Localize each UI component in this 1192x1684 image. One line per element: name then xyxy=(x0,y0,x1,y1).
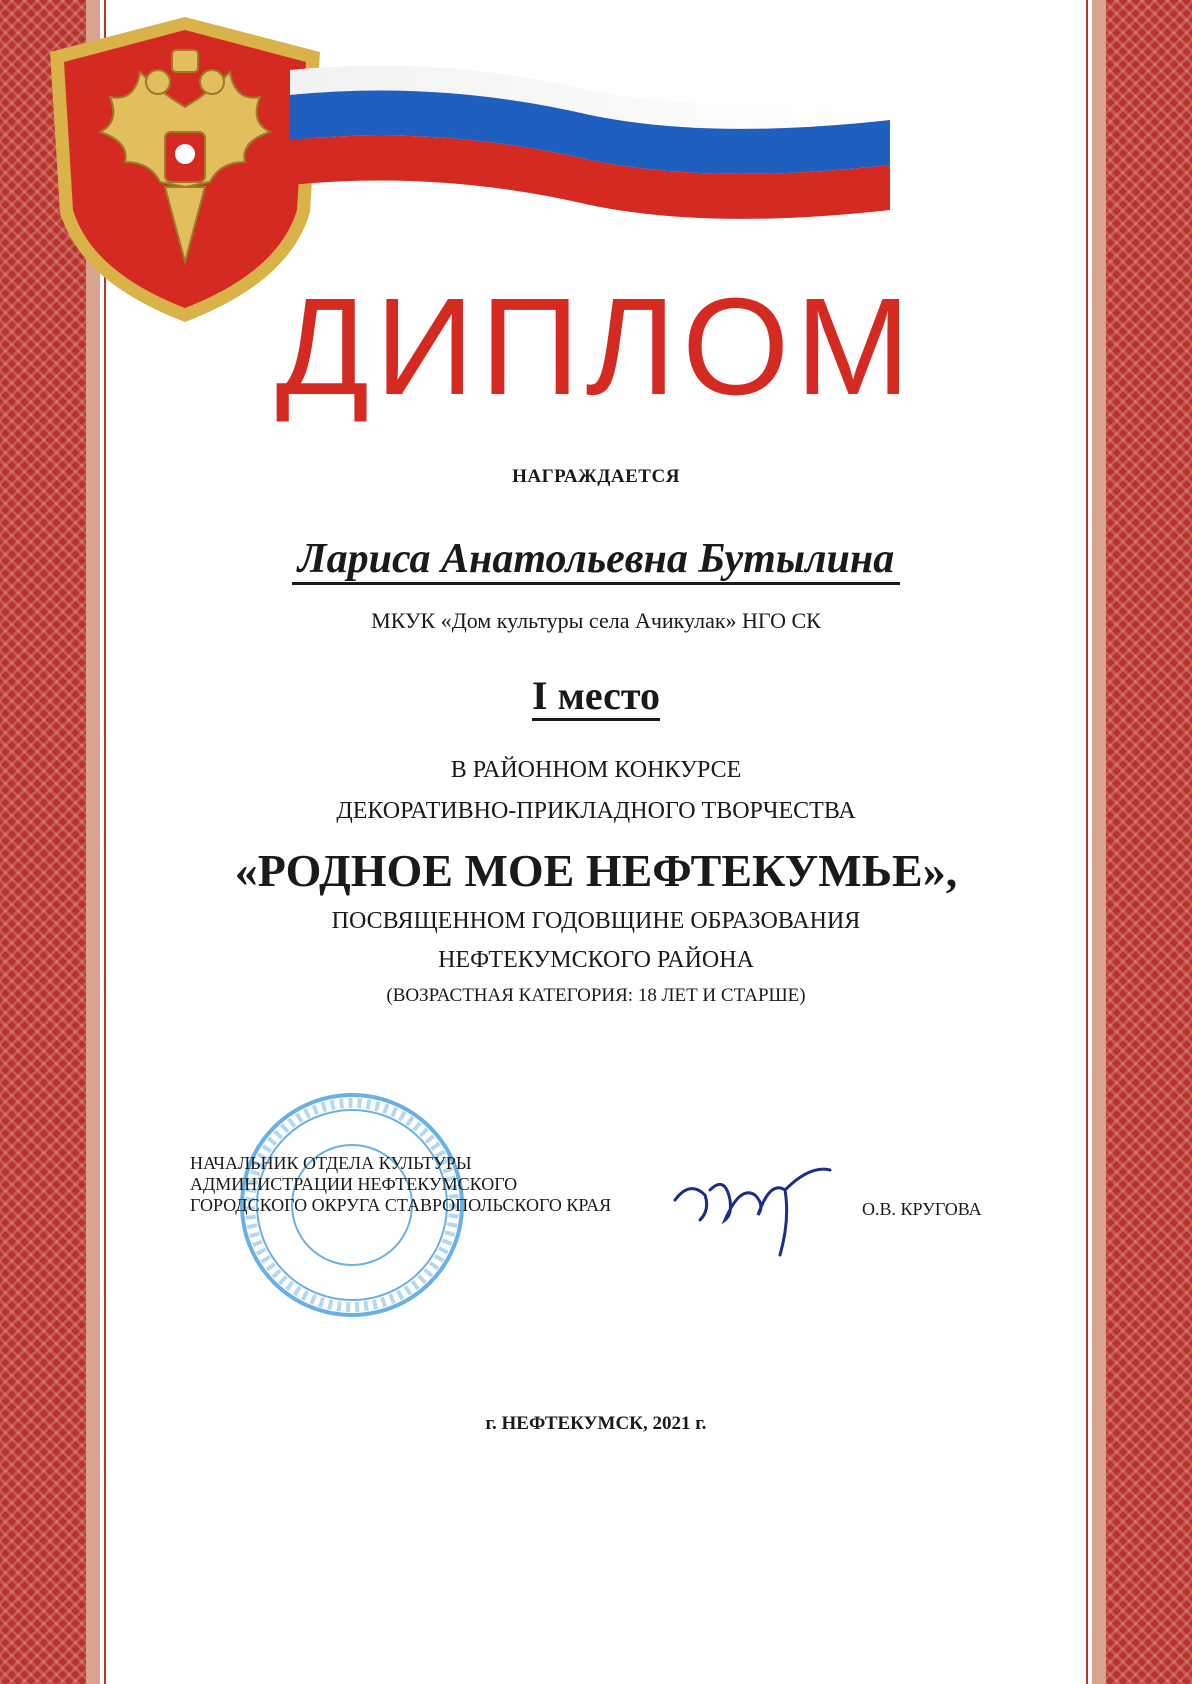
signatory-title-line-2: АДМИНИСТРАЦИИ НЕФТЕКУМСКОГО xyxy=(190,1174,518,1194)
contest-line-1: В РАЙОННОМ КОНКУРСЕ xyxy=(450,757,742,783)
place-award xyxy=(0,672,1192,719)
contest-name: «РОДНОЕ МОЕ НЕФТЕКУМЬЕ», xyxy=(234,845,958,896)
signatory-title-line-3: ГОРОДСКОГО ОКРУГА СТАВРОПОЛЬСКОГО КРАЯ xyxy=(190,1195,612,1215)
contest-line-3: ПОСВЯЩЕННОМ ГОДОВЩИНЕ ОБРАЗОВАНИЯ xyxy=(331,908,861,934)
russian-flag-ribbon-icon xyxy=(290,60,890,250)
recipient-name-text: Лариса Анатольевна Бутылина xyxy=(292,536,900,585)
signatory-title xyxy=(190,1153,611,1216)
handwritten-signature-icon xyxy=(670,1160,840,1260)
signatory-title-line-1: НАЧАЛЬНИК ОТДЕЛА КУЛЬТУРЫ xyxy=(190,1153,472,1173)
organization: МКУК «Дом культуры села Ачикулак» НГО СК xyxy=(371,608,821,633)
awarded-label: НАГРАЖДАЕТСЯ xyxy=(512,466,680,487)
contest-line-4: НЕФТЕКУМСКОГО РАЙОНА xyxy=(438,947,754,973)
contest-line-2: ДЕКОРАТИВНО-ПРИКЛАДНОГО ТВОРЧЕСТВА xyxy=(336,798,856,824)
place-date: г. НЕФТЕКУМСК, 2021 г. xyxy=(485,1413,707,1434)
recipient-name xyxy=(0,535,1192,583)
place-award-text: I место xyxy=(532,673,660,721)
diploma-title: ДИПЛОМ xyxy=(275,270,917,424)
signatory-name: О.В. КРУГОВА xyxy=(862,1199,982,1219)
age-category: (ВОЗРАСТНАЯ КАТЕГОРИЯ: 18 ЛЕТ И СТАРШЕ) xyxy=(386,985,806,1006)
